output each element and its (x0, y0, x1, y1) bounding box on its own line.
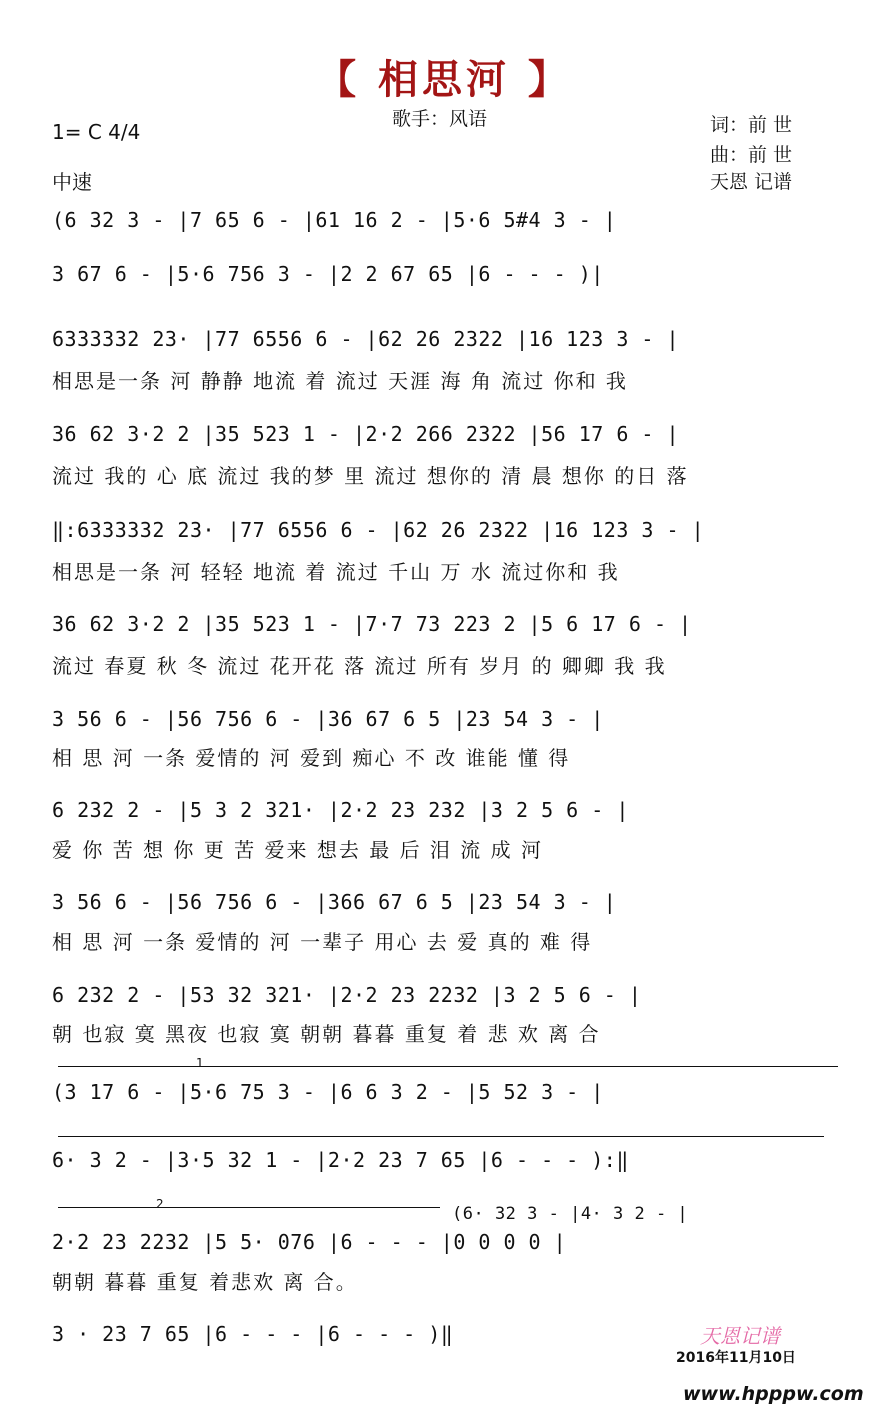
lyric-line: 朝朝 暮暮 重复 着悲欢 离 合。 (52, 1270, 358, 1294)
singer-label: 歌手：风语 (392, 108, 488, 130)
lyric-line: 流过 我的 心 底 流过 我的梦 里 流过 想你的 清 晨 想你 的日 落 (52, 464, 689, 488)
lyric-line: 相 思 河 一条 爱情的 河 爱到 痴心 不 改 谁能 懂 得 (52, 746, 571, 770)
page-title: 【 相思河 】 (316, 57, 572, 103)
lyric-line: 相思是一条 河 静静 地流 着 流过 天涯 海 角 流过 你和 我 (52, 369, 628, 393)
lyric-line: 爱 你 苦 想 你 更 苦 爱来 想去 最 后 泪 流 成 河 (52, 838, 544, 862)
score-line: 36 62 3·2 2 |35 523 1 - |2·2 266 2322 |56 17 6 - | (52, 422, 680, 446)
score-line: 3 56 6 - |56 756 6 - |36 67 6 5 |23 54 3 - | (52, 707, 604, 731)
lyric-line: 朝 也寂 寞 黑夜 也寂 寞 朝朝 暮暮 重复 着 悲 欢 离 合 (52, 1022, 601, 1046)
score-line: (6· 32 3 - |4· 3 2 - | (452, 1204, 689, 1224)
second-ending-bracket (58, 1207, 440, 1208)
first-ending-bracket (58, 1136, 824, 1137)
first-ending-bracket (58, 1066, 838, 1067)
score-line: (3 17 6 - |5·6 75 3 - |6 6 3 2 - |5 52 3 - | (52, 1080, 604, 1104)
score-line: 3 · 23 7 65 |6 - - - |6 - - - )‖ (52, 1322, 454, 1346)
lyric-line: 相思是一条 河 轻轻 地流 着 流过 千山 万 水 流过你和 我 (52, 560, 620, 584)
score-line: 6 232 2 - |5 3 2 321· |2·2 23 232 |3 2 5 6 - | (52, 798, 629, 822)
lyric-line: 流过 春夏 秋 冬 流过 花开花 落 流过 所有 岁月 的 卿卿 我 我 (52, 654, 667, 678)
ending-number: 1 (196, 1056, 204, 1070)
lyric-line: 相 思 河 一条 爱情的 河 一辈子 用心 去 爱 真的 难 得 (52, 930, 593, 954)
key-signature: 1= C 4/4 (52, 120, 141, 144)
date-label: 2016年11月10日 (676, 1350, 796, 1366)
tempo-label: 中速 (52, 170, 92, 194)
composer-credit: 曲：前 世 (710, 144, 793, 166)
ending-number: 2 (156, 1197, 164, 1211)
site-watermark: www.hpppw.com (683, 1383, 864, 1405)
score-line: 6· 3 2 - |3·5 32 1 - |2·2 23 7 65 |6 - - - ):‖ (52, 1148, 629, 1172)
score-line: (6 32 3 - |7 65 6 - |61 16 2 - |5·6 5#4 3 - | (52, 208, 617, 232)
lyricist-credit: 词：前 世 (710, 114, 793, 136)
score-line: 6 232 2 - |53 32 321· |2·2 23 2232 |3 2 5 6 - | (52, 983, 642, 1007)
score-line: 3 67 6 - |5·6 756 3 - |2 2 67 65 |6 - - - )| (52, 262, 604, 286)
transcriber-stamp: 天恩记谱 (700, 1324, 780, 1348)
score-line: 6333332 23· |77 6556 6 - |62 26 2322 |16 123 3 - | (52, 327, 680, 351)
transcriber-credit: 天恩 记谱 (710, 171, 793, 193)
score-line: 36 62 3·2 2 |35 523 1 - |7·7 73 223 2 |5 6 17 6 - | (52, 612, 692, 636)
score-line: 2·2 23 2232 |5 5· 076 |6 - - - |0 0 0 0 | (52, 1230, 567, 1254)
score-line: ‖:6333332 23· |77 6556 6 - |62 26 2322 |16 123 3 - | (52, 518, 705, 542)
score-line: 3 56 6 - |56 756 6 - |366 67 6 5 |23 54 3 - | (52, 890, 617, 914)
